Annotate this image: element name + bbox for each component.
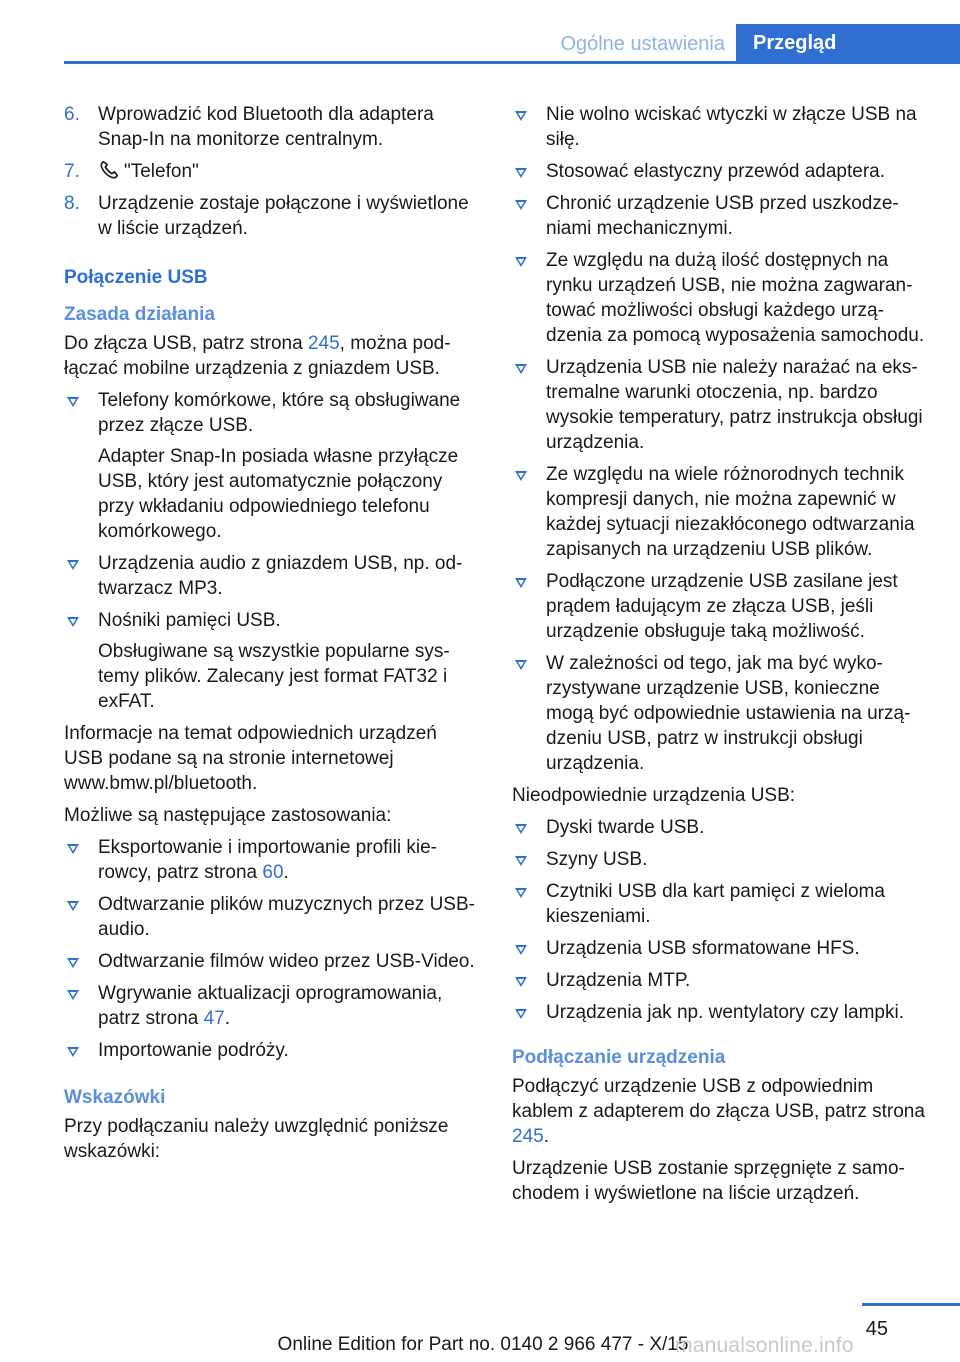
bullet-triangle-icon [67,901,79,911]
list-item: Czytniki USB dla kart pamięci z wieloma kieszeniami. [512,879,928,929]
bullet-triangle-icon [515,364,527,374]
page-number: 45 [865,1318,888,1340]
phone-icon [98,159,120,181]
bullet-triangle-icon [67,617,79,627]
step-7 [64,159,480,184]
bullet-triangle-icon [67,397,79,407]
bullet-triangle-icon [515,471,527,481]
step-number: 6. [64,104,80,125]
info-text: Informacje na temat odpowiednich urządzeń USB podane są na stronie internetowej www.bmw.pl/bluetooth. [64,723,437,794]
step-number: 8. [64,193,80,214]
bullet-triangle-icon [515,888,527,898]
step-number: 7. [64,161,80,182]
step-6 [64,102,480,152]
bullet-triangle-icon [515,257,527,267]
page-link[interactable]: 60 [262,862,284,883]
bullet-triangle-icon [67,990,79,1000]
page-link[interactable]: 47 [203,1008,225,1029]
list-item: Odtwarzanie filmów wideo przez USB-Video. [64,949,480,974]
step-text: Wprowadzić kod Bluetooth dla adaptera Snap-In na monitorze centralnym. [98,104,434,150]
bullet-triangle-icon [515,578,527,588]
list-item: Importowanie podróży. [64,1038,480,1063]
list-item: Ze względu na dużą ilość dostępnych na rynku urządzeń USB, nie można zagwarantować możliwości obsługi każdego urządzenia za pomocą wyposażenia samochodu. [512,248,928,348]
list-item: Chronić urządzenie USB przed uszkodzeniami mechanicznymi. [512,191,928,241]
tab-przeglad[interactable]: Przegląd [736,24,960,62]
bullet-triangle-icon [515,660,527,670]
bullet-triangle-icon [67,1047,79,1057]
bullet-triangle-icon [515,200,527,210]
list-item: Telefony komórkowe, które są obsługiwane przez złącze USB. Adapter Snap-In posiada własne przyłącze USB, który jest automatycznie połączony przy wkładaniu odpowiedniego telefonu komórkowego. [64,388,480,544]
bullet-triangle-icon [67,560,79,570]
bullet-triangle-icon [67,844,79,854]
list-item: Wgrywanie aktualizacji oprogramowania, patrz strona 47. [64,981,480,1031]
heading-connect-device: Podłączanie urządzenia [512,1047,726,1068]
step-8 [64,191,480,241]
bullet-triangle-icon [515,1009,527,1019]
section-title: Ogólne ustawienia [560,33,725,55]
left-column [64,102,480,1171]
list-item: Ze względu na wiele różnorodnych technik kompresji danych, nie można zapewnić w każdej sytuacji niezakłóconego odtwarzania zapisanych na urządzeniu USB plików. [512,462,928,562]
connect-text: Podłączyć urządzenie USB z odpowiednim kablem z adapterem do złącza USB, patrz strona 245. [512,1076,925,1147]
bullet-triangle-icon [67,958,79,968]
list-item: Dyski twarde USB. [512,815,928,840]
list-item: Urządzenia USB sformatowane HFS. [512,936,928,961]
heading-principle: Zasada działania [64,304,216,325]
list-item: Nośniki pamięci USB. Obsługiwane są wszystkie popularne systemy plików. Zalecany jest format FAT32 i exFAT. [64,608,480,714]
header-rule [64,61,960,64]
list-item: Eksportowanie i importowanie profili kierowcy, patrz strona 60. [64,835,480,885]
bullet-triangle-icon [515,856,527,866]
right-column [512,102,928,1213]
bullet-triangle-icon [515,945,527,955]
step-text: Urządzenie zostaje połączone i wyświetlone w liście urządzeń. [98,193,469,239]
unsuitable-intro: Nieodpowiednie urządzenia USB: [512,785,796,806]
step-text: "Telefon" [124,161,199,182]
list-item: Urządzenia audio z gniazdem USB, np. odtwarzacz MP3. [64,551,480,601]
list-item: Stosować elastyczny przewód adaptera. [512,159,928,184]
list-item: Podłączone urządzenie USB zasilane jest prądem ładującym ze złącza USB, jeśli urządzenie obsługuje taką możliwość. [512,569,928,644]
bullet-triangle-icon [515,977,527,987]
tips-text: Przy podłączaniu należy uwzględnić poniższe wskazówki: [64,1116,449,1162]
list-item: Szyny USB. [512,847,928,872]
final-text: Urządzenie USB zostanie sprzęgnięte z samochodem i wyświetlone na liście urządzeń. [512,1158,905,1204]
uses-intro: Możliwe są następujące zastosowania: [64,805,392,826]
list-item: Nie wolno wciskać wtyczki w złącze USB na siłę. [512,102,928,152]
list-item: Odtwarzanie plików muzycznych przez USB-audio. [64,892,480,942]
heading-tips: Wskazówki [64,1087,166,1108]
page-link[interactable]: 245 [307,333,340,354]
bullet-triangle-icon [515,111,527,121]
page-number-rule [862,1303,960,1306]
bullet-triangle-icon [515,824,527,834]
page-link[interactable]: 245 [512,1126,544,1147]
watermark-site: manualsonline.info [675,1334,854,1357]
edition-footer: Online Edition for Part no. 0140 2 966 477 - X/15 [277,1334,689,1355]
list-item: Urządzenia jak np. wentylatory czy lampki. [512,1000,928,1025]
heading-usb-connection: Połączenie USB [64,267,208,288]
list-item: W zależności od tego, jak ma być wykorzystywane urządzenie USB, konieczne mogą być odpowiednie ustawienia na urządzeniu USB, patrz w instrukcji obsługi urządzenia. [512,651,928,776]
principle-text: Do złącza USB, patrz strona 245, można podłączać mobilne urządzenia z gniazdem USB. [64,333,451,379]
bullet-triangle-icon [515,168,527,178]
list-item: Urządzenia USB nie należy narażać na ekstremalne warunki otoczenia, np. bardzo wysokie temperatury, patrz instrukcja obsługi urządzenia. [512,355,928,455]
list-item: Urządzenia MTP. [512,968,928,993]
